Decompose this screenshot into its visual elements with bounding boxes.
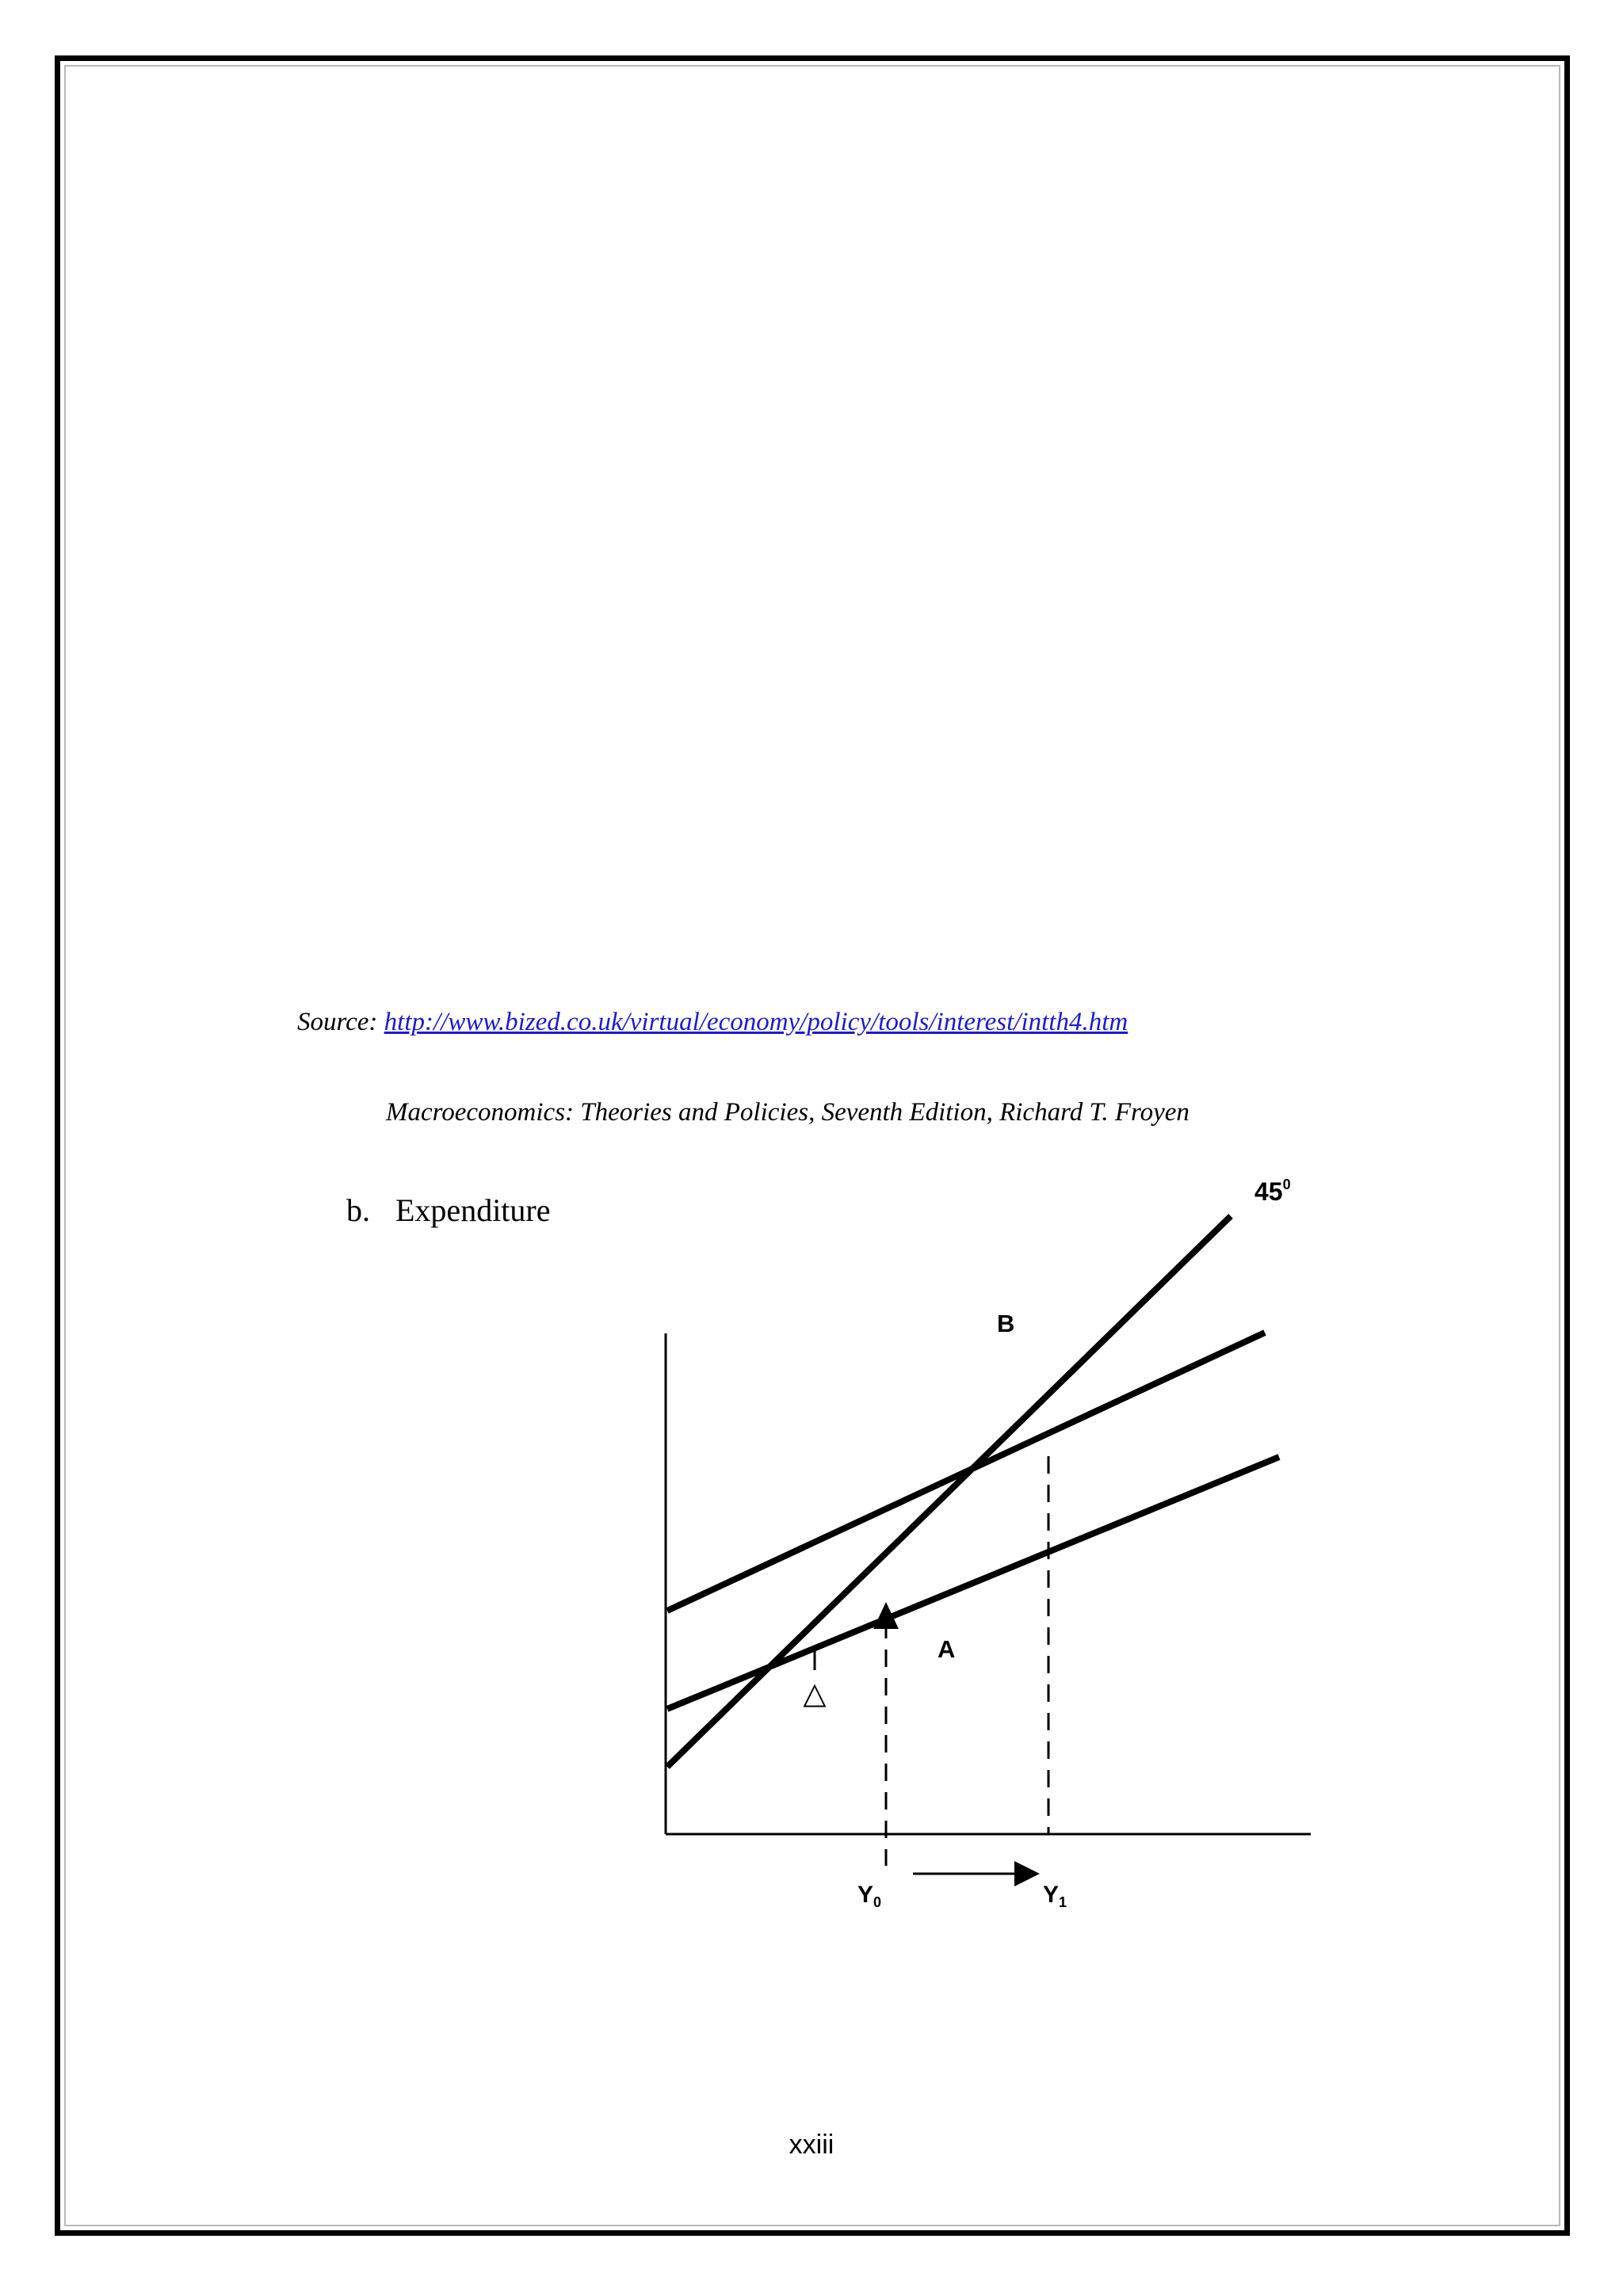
label-y1: $Y_1$ [1043, 1882, 1067, 1910]
label-45-degree: $45^0$ [1254, 1177, 1291, 1206]
source-prefix: Source: [297, 1008, 384, 1036]
delta-icon: △ [803, 1677, 827, 1711]
expenditure-line-lower [667, 1457, 1279, 1709]
source-link[interactable]: http://www.bized.co.uk/virtual/economy/policy/tools/interest/intth4.htm [384, 1008, 1128, 1036]
list-item-text: Expenditure [395, 1192, 551, 1228]
label-y0: $Y_0$ [857, 1882, 882, 1910]
arrow-right-icon [1014, 1861, 1040, 1886]
expenditure-line-upper [667, 1333, 1265, 1611]
list-marker: b. [346, 1192, 370, 1228]
label-point-a: A [938, 1635, 956, 1663]
line-45-degree [667, 1216, 1231, 1767]
citation: Macroeconomics: Theories and Policies, Seventh Edition, Richard T. Froyen [386, 1098, 1190, 1127]
label-point-b: B [997, 1310, 1015, 1337]
page-number: xxiii [789, 2130, 834, 2160]
